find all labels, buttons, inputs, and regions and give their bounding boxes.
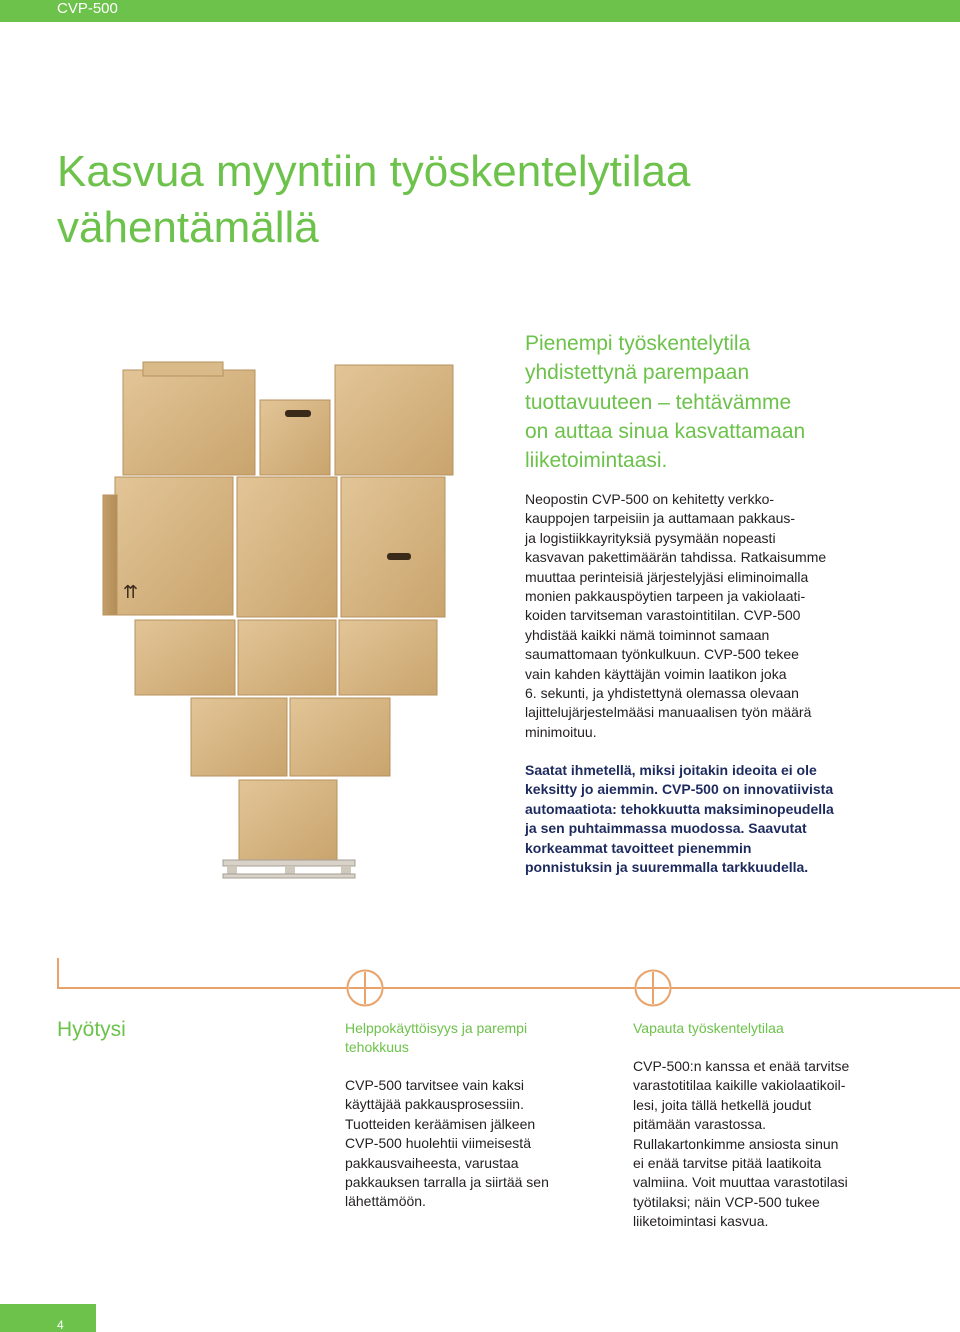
highlight-line: automaatiota: tehokkuutta maksiminopeudella — [525, 800, 834, 817]
box — [135, 620, 235, 695]
benefit-2-text — [633, 1057, 893, 1232]
box — [339, 620, 437, 695]
benefits-heading: Hyötysi — [57, 1018, 126, 1041]
benefit-1-line: lähettämöön. — [345, 1193, 426, 1210]
benefit-1-line: pakkausvaiheesta, varustaa — [345, 1154, 519, 1171]
lead-text — [525, 329, 885, 475]
body-line: minimoituu. — [525, 723, 597, 740]
box — [237, 477, 337, 617]
plus-circle-icon — [345, 968, 385, 1008]
box — [103, 495, 117, 615]
benefit-1-title — [345, 1019, 595, 1058]
pallet — [223, 874, 355, 878]
box — [290, 698, 390, 776]
benefit-1-title-line: Helppokäyttöisyys ja parempi — [345, 1020, 528, 1036]
title-line-2: vähentämällä — [57, 203, 319, 252]
body-line: lajittelujärjestelmääsi manuaalisen työn määrä — [525, 704, 812, 721]
divider-vertical-left — [57, 958, 59, 988]
lead-line: Pienempi työskentelytila — [525, 332, 751, 355]
benefit-1-line: CVP-500 tarvitsee vain kaksi — [345, 1077, 524, 1093]
box — [341, 477, 445, 617]
lead-line: tuottavuuteen – tehtävämme — [525, 390, 792, 414]
highlight-line: Saatat ihmetellä, miksi joitakin ideoita ei ole — [525, 762, 817, 778]
benefit-2-line: valmiina. Voit muuttaa varastotilasi — [633, 1174, 848, 1191]
title-line-1: Kasvua myyntiin työskentelytilaa — [57, 147, 691, 196]
body-line: ja logistiikkayrityksiä pysymään nopeasti — [525, 529, 776, 546]
benefit-1-title-line: tehokkuus — [345, 1039, 409, 1056]
benefit-2-title — [633, 1019, 883, 1038]
benefit-2-title-line: Vapauta työskentelytilaa — [633, 1020, 784, 1036]
benefit-2-line: Rullakartonkimme ansiosta sinun — [633, 1135, 839, 1152]
box — [238, 620, 336, 695]
lead-line: yhdistettynä parempaan — [525, 361, 750, 385]
header-label: CVP-500 — [57, 0, 118, 17]
highlight-line: ja sen puhtaimmassa muodossa. Saavutat — [525, 820, 807, 837]
pallet — [223, 860, 355, 866]
highlight-line: ponnistuksin ja suuremmalla tarkkuudella. — [525, 859, 809, 876]
box — [191, 698, 287, 776]
highlight-paragraph — [525, 761, 885, 877]
benefit-1-line: pakkauksen tarralla ja siirtää sen — [345, 1174, 549, 1191]
benefit-2-line: lesi, joita tällä hetkellä joudut — [633, 1096, 812, 1113]
body-line: saumattomaan työnkulkuun. CVP-500 tekee — [525, 646, 799, 663]
benefit-1-line: Tuotteiden keräämisen jälkeen — [345, 1115, 536, 1132]
header-bar — [0, 0, 960, 22]
cardboard-boxes-illustration — [95, 360, 465, 880]
box — [123, 370, 255, 475]
benefit-1-line: CVP-500 huolehtii viimeisestä — [345, 1135, 531, 1152]
body-line: koiden tarvitseman varastointitilan. CVP-500 — [525, 607, 801, 624]
benefit-2-line: työtilaksi; näin VCP-500 tukee — [633, 1193, 820, 1210]
body-line: Neopostin CVP-500 on kehitetty verkko- — [525, 491, 775, 507]
lead-line: liiketoimintaasi. — [525, 449, 668, 473]
box — [143, 362, 223, 376]
highlight-line: keksitty jo aiemmin. CVP-500 on innovatiivista — [525, 781, 834, 798]
body-line: muuttaa perinteisiä järjestelyjäsi eliminoimalla — [525, 568, 809, 585]
body-line: yhdistää kaikki nämä toiminnot samaan — [525, 626, 770, 643]
body-paragraph — [525, 490, 885, 742]
body-line: vain kahden käyttäjän voimin laatikon joka — [525, 665, 787, 682]
body-line: kauppojen tarpeisiin ja auttamaan pakkaus- — [525, 510, 796, 527]
this-way-up-icon: ⇈ — [123, 582, 139, 603]
benefit-2-line: CVP-500:n kanssa et enää tarvitse — [633, 1058, 850, 1074]
divider-horizontal — [57, 987, 960, 989]
benefit-1-line: käyttäjää pakkausprosessiin. — [345, 1096, 524, 1113]
page-number: 4 — [57, 1318, 64, 1332]
box-handle — [387, 553, 411, 560]
benefit-1-text — [345, 1076, 605, 1212]
benefit-2-line: ei enää tarvitse pitää laatikoita — [633, 1155, 822, 1172]
highlight-line: korkeammat tavoitteet pienemmin — [525, 839, 752, 856]
page-title — [57, 144, 690, 256]
benefit-2-line: varastotitilaa kaikille vakiolaatikoil- — [633, 1077, 846, 1094]
plus-circle-icon — [633, 968, 673, 1008]
body-line: kasvavan pakettimäärän tahdissa. Ratkaisumme — [525, 549, 827, 566]
benefit-2-line: liiketoimintasi kasvua. — [633, 1213, 769, 1230]
body-line: 6. sekunti, ja yhdistettynä olemassa olevaan — [525, 685, 799, 702]
lead-line: on auttaa sinua kasvattamaan — [525, 419, 806, 443]
page-number-tab — [0, 1304, 96, 1332]
body-line: monien pakkauspöytien tarpeen ja vakiolaati- — [525, 588, 806, 605]
box — [335, 365, 453, 475]
box — [239, 780, 337, 860]
benefit-2-line: pitämään varastossa. — [633, 1116, 767, 1133]
box-handle — [285, 410, 311, 417]
